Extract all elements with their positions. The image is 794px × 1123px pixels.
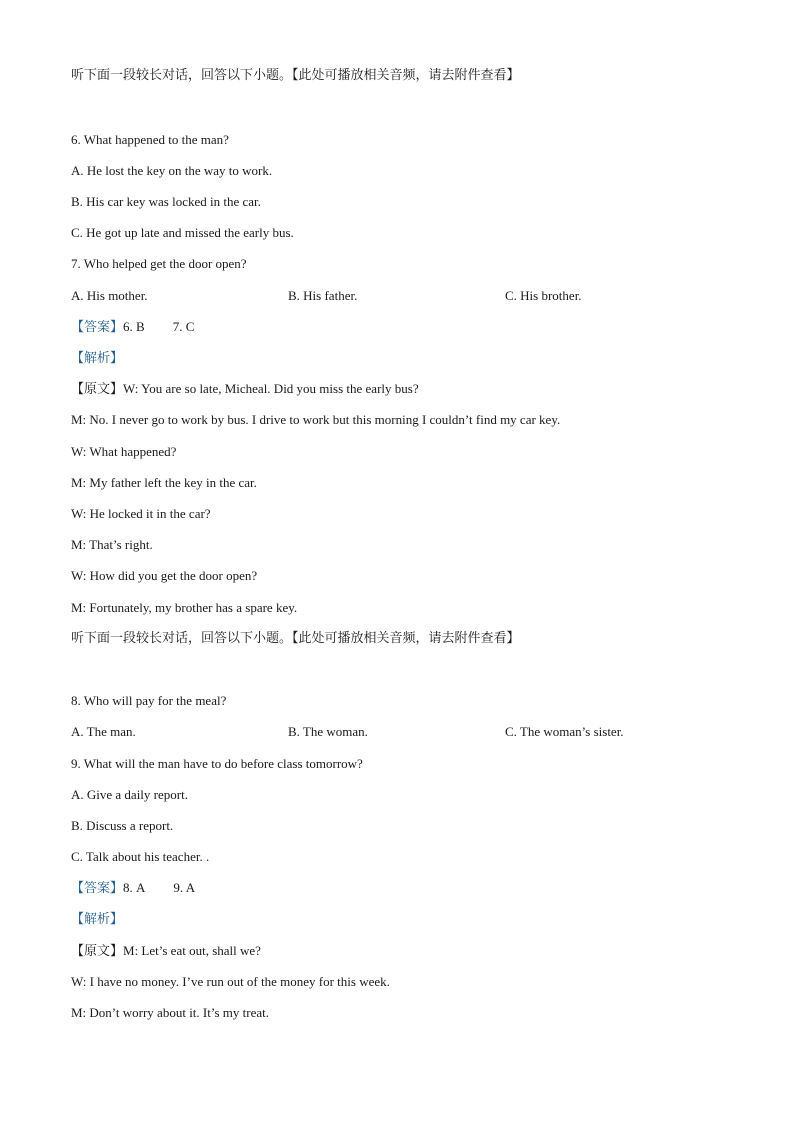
question-6: 6. What happened to the man? xyxy=(71,132,229,147)
question-9-option-c: C. Talk about his teacher. . xyxy=(71,849,210,864)
analysis-label: 【解析】 xyxy=(71,912,124,927)
transcript-line-1 xyxy=(71,381,419,398)
analysis-line xyxy=(71,350,123,367)
question-7-option-a: A. His mother. xyxy=(71,288,148,303)
answer-label: 【答案】 xyxy=(71,320,124,335)
question-8-option-c: C. The woman’s sister. xyxy=(505,724,624,739)
question-7-option-c: C. His brother. xyxy=(505,288,582,303)
transcript-label: 【原文】 xyxy=(71,382,124,397)
question-9: 9. What will the man have to do before class tomorrow? xyxy=(71,756,363,771)
question-7-option-b: B. His father. xyxy=(288,288,358,303)
question-8-option-b: B. The woman. xyxy=(288,724,368,739)
question-9-option-b: B. Discuss a report. xyxy=(71,818,174,833)
section-instruction: 听下面一段较长对话，回答以下小题。【此处可播放相关音频，请去附件查看】 xyxy=(71,68,520,83)
question-6-option-a: A. He lost the key on the way to work. xyxy=(71,163,273,178)
answer-9: 9. A xyxy=(173,880,196,895)
question-9-option-a: A. Give a daily report. xyxy=(71,787,188,802)
transcript-line-4: M: My father left the key in the car. xyxy=(71,475,257,490)
transcript-line-8: M: Fortunately, my brother has a spare key. xyxy=(71,600,298,615)
answer-label: 【答案】 xyxy=(71,881,124,896)
question-6-option-c: C. He got up late and missed the early bus. xyxy=(71,225,294,240)
answer-line xyxy=(71,880,195,897)
transcript-label: 【原文】 xyxy=(71,944,124,959)
transcript-text: M: Let’s eat out, shall we? xyxy=(123,943,261,958)
question-6-option-b: B. His car key was locked in the car. xyxy=(71,194,261,209)
transcript-line-7: W: How did you get the door open? xyxy=(71,568,258,583)
answer-8: 8. A xyxy=(123,880,146,895)
question-8-option-a: A. The man. xyxy=(71,724,136,739)
question-7: 7. Who helped get the door open? xyxy=(71,256,247,271)
answer-line xyxy=(71,319,194,336)
question-8: 8. Who will pay for the meal? xyxy=(71,693,227,708)
transcript-line-2: M: No. I never go to work by bus. I drive to work but this morning I couldn’t find my car key. xyxy=(71,412,561,427)
analysis-label: 【解析】 xyxy=(71,351,124,366)
answer-6: 6. B xyxy=(123,319,145,334)
transcript-line-6: M: That’s right. xyxy=(71,537,153,552)
transcript-line-2: W: I have no money. I’ve run out of the money for this week. xyxy=(71,974,390,989)
transcript-line-3: W: What happened? xyxy=(71,444,177,459)
transcript-line-3: M: Don’t worry about it. It’s my treat. xyxy=(71,1005,269,1020)
answer-7: 7. C xyxy=(172,319,195,334)
transcript-line-5: W: He locked it in the car? xyxy=(71,506,211,521)
transcript-text: W: You are so late, Micheal. Did you miss the early bus? xyxy=(123,381,419,396)
section-instruction: 听下面一段较长对话，回答以下小题。【此处可播放相关音频，请去附件查看】 xyxy=(71,631,520,646)
transcript-line-1 xyxy=(71,943,261,960)
analysis-line xyxy=(71,911,123,928)
